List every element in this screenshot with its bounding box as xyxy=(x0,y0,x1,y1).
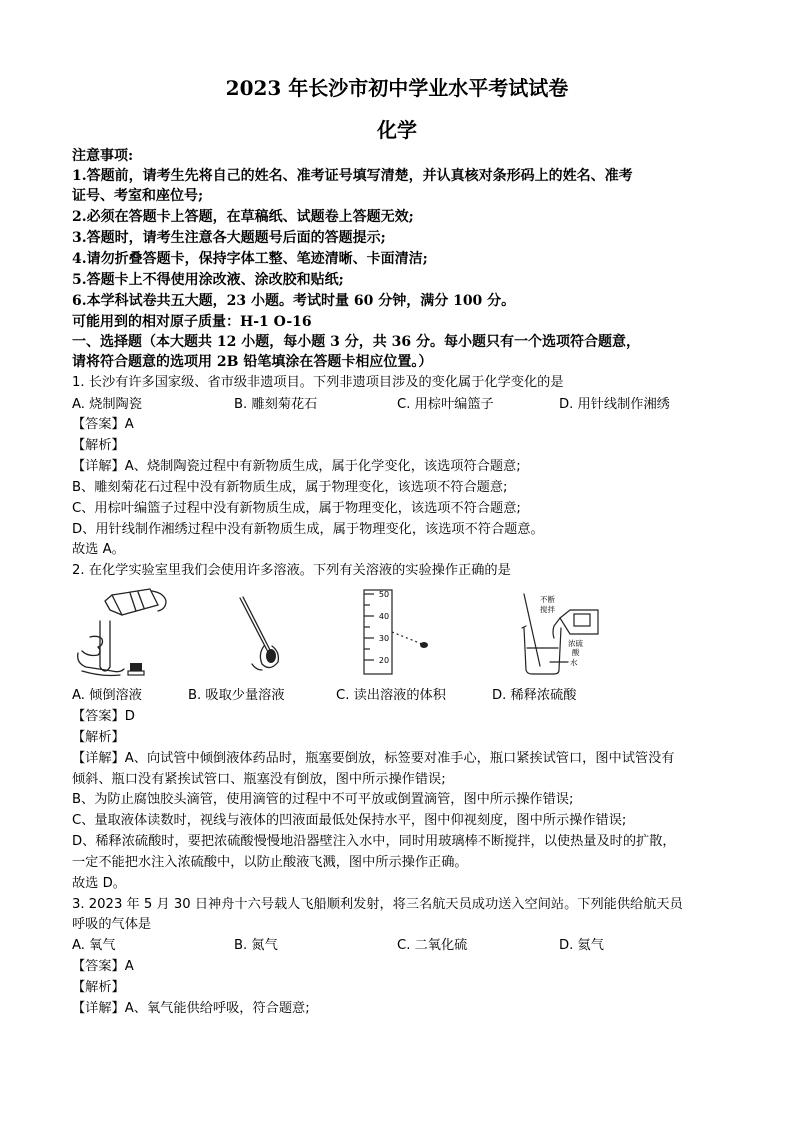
section-1-heading-line-1: 一、选择题（本大题共 12 小题，每小题 3 分，共 36 分。每小题只有一个选项符合题意， xyxy=(72,334,640,350)
q3-detail-1: 【详解】A、氧气能供给呼吸，符合题意; xyxy=(72,1001,310,1016)
figure-dropper xyxy=(222,590,282,680)
notice-item-3: 3.答题时，请考生注意各大题题号后面的答题提示; xyxy=(72,230,386,246)
q1-detail-2: B、雕刻菊花石过程中没有新物质生成，属于物理变化，该选项不符合题意; xyxy=(72,480,508,495)
section-1-heading-line-2: 请将符合题意的选项用 2B 铅笔填涂在答题卡相应位置。） xyxy=(72,354,433,370)
q1-conclusion: 故选 A。 xyxy=(72,542,125,557)
label-keep-stirring-2: 搅拌 xyxy=(540,605,555,614)
q3-option-b: B. 氮气 xyxy=(234,938,278,953)
label-conc-acid-1: 浓硫 xyxy=(568,639,583,648)
notice-item-1-line-1: 1.答题前，请考生先将自己的姓名、准考证号填写清楚，并认真核对条形码上的姓名、准考 xyxy=(72,168,633,184)
q1-analysis-label: 【解析】 xyxy=(72,438,125,453)
q1-option-b: B. 雕刻菊花石 xyxy=(234,397,318,412)
q2-detail-1: 【详解】A、向试管中倾倒液体药品时，瓶塞要倒放，标签要对准手心，瓶口紧挨试管口，图中试管没有 xyxy=(72,751,675,766)
subject-title: 化学 xyxy=(377,118,417,142)
q1-detail-1: 【详解】A、烧制陶瓷过程中有新物质生成，属于化学变化，该选项符合题意; xyxy=(72,459,521,474)
figure-graduated-cylinder xyxy=(360,588,440,678)
atomic-mass-note: 可能用到的相对原子质量：H-1 O-16 xyxy=(72,314,312,330)
q1-option-d: D. 用针线制作湘绣 xyxy=(559,397,670,412)
notice-heading: 注意事项: xyxy=(72,148,134,164)
notice-item-1-line-2: 证号、考室和座位号; xyxy=(72,188,204,204)
q2-detail-5: D、稀释浓硫酸时，要把浓硫酸慢慢地沿器壁注入水中，同时用玻璃棒不断搅拌，以使热量及时的扩散， xyxy=(72,834,676,849)
q2-option-a: A. 倾倒溶液 xyxy=(72,688,142,703)
q3-option-c: C. 二氧化硫 xyxy=(397,938,468,953)
cylinder-mark-40: 40 xyxy=(378,612,390,621)
q2-detail-4: C、量取液体读数时，视线与液体的凹液面最低处保持水平，图中仰视刻度，图中所示操作错误; xyxy=(72,813,627,828)
q2-detail-6: 一定不能把水注入浓硫酸中，以防止酸液飞溅，图中所示操作正确。 xyxy=(72,855,468,870)
q1-detail-3: C、用棕叶编篮子过程中没有新物质生成，属于物理变化，该选项不符合题意; xyxy=(72,501,521,516)
label-water: 水 xyxy=(570,658,578,667)
q1-option-a: A. 烧制陶瓷 xyxy=(72,397,142,412)
cylinder-mark-30: 30 xyxy=(378,634,390,643)
q3-stem-line-2: 呼吸的气体是 xyxy=(72,917,152,932)
q2-option-c: C. 读出溶液的体积 xyxy=(336,688,446,703)
q2-detail-2: 倾斜、瓶口没有紧挨试管口、瓶塞没有倒放，图中所示操作错误; xyxy=(72,772,446,787)
q3-option-a: A. 氧气 xyxy=(72,938,116,953)
q2-conclusion: 故选 D。 xyxy=(72,876,126,891)
q1-option-c: C. 用棕叶编篮子 xyxy=(397,397,494,412)
q2-analysis-label: 【解析】 xyxy=(72,730,125,745)
q2-option-d: D. 稀释浓硫酸 xyxy=(492,688,577,703)
q1-stem: 1. 长沙有许多国家级、省市级非遗项目。下列非遗项目涉及的变化属于化学变化的是 xyxy=(72,375,564,390)
notice-item-2: 2.必须在答题卡上答题，在草稿纸、试题卷上答题无效; xyxy=(72,209,414,225)
label-conc-acid-2: 酸 xyxy=(572,648,580,657)
figure-pour-liquid xyxy=(72,585,172,685)
q2-stem: 2. 在化学实验室里我们会使用许多溶液。下列有关溶液的实验操作正确的是 xyxy=(72,563,511,578)
notice-item-6: 6.本学科试卷共五大题，23 小题。考试时量 60 分钟，满分 100 分。 xyxy=(72,293,516,309)
q3-analysis-label: 【解析】 xyxy=(72,980,125,995)
q3-stem-line-1: 3. 2023 年 5 月 30 日神舟十六号载人飞船顺利发射，将三名航天员成功送入空间站。下列能供给航天员 xyxy=(72,897,683,912)
exam-title: 2023 年长沙市初中学业水平考试试卷 xyxy=(225,76,569,100)
figure-dilute-acid xyxy=(510,588,610,678)
q3-answer: 【答案】A xyxy=(72,959,134,974)
cylinder-mark-50: 50 xyxy=(378,590,390,599)
notice-item-5: 5.答题卡上不得使用涂改液、涂改胶和贴纸; xyxy=(72,272,344,288)
q1-detail-4: D、用针线制作湘绣过程中没有新物质生成，属于物理变化，该选项不符合题意。 xyxy=(72,522,544,537)
q1-answer: 【答案】A xyxy=(72,417,134,432)
q2-answer: 【答案】D xyxy=(72,709,135,724)
cylinder-mark-20: 20 xyxy=(378,656,390,665)
q3-option-d: D. 氦气 xyxy=(559,938,604,953)
q2-option-b: B. 吸取少量溶液 xyxy=(188,688,285,703)
q2-detail-3: B、为防止腐蚀胶头滴管，使用滴管的过程中不可平放或倒置滴管，图中所示操作错误; xyxy=(72,792,574,807)
label-keep-stirring-1: 不断 xyxy=(540,595,555,604)
notice-item-4: 4.请勿折叠答题卡，保持字体工整、笔迹清晰、卡面清洁; xyxy=(72,251,428,267)
